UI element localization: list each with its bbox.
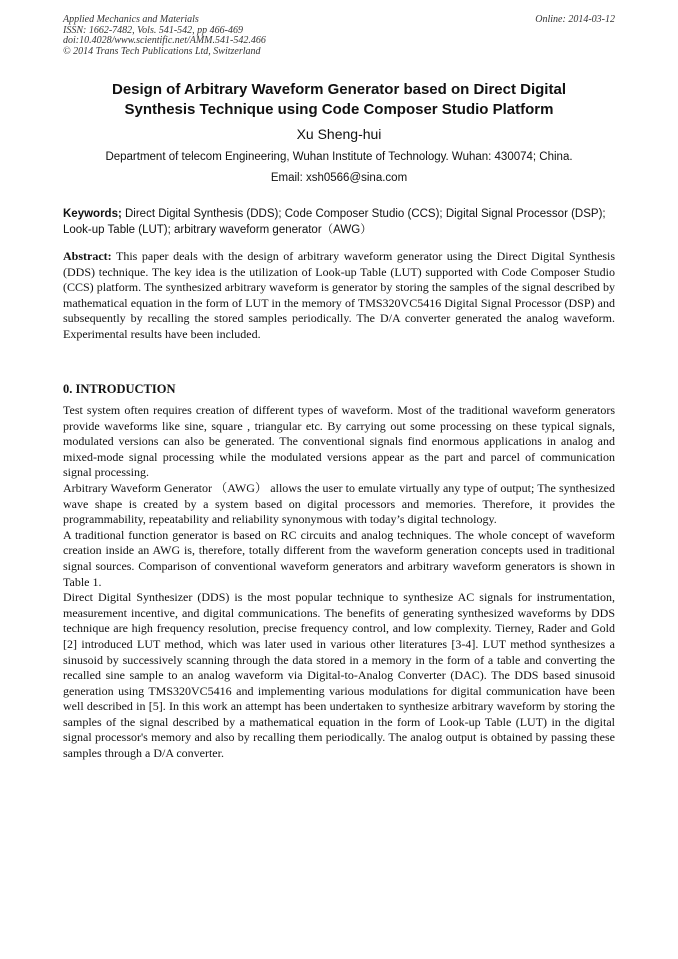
copyright-line: © 2014 Trans Tech Publications Ltd, Switzerland bbox=[63, 45, 261, 57]
paragraph: A traditional function generator is based on RC circuits and analog techniques. The whole concept of waveform creation inside an AWG is, therefore, totally different from the waveform generation concepts used in traditional signal sources. Comparison of conventional waveform generators and arbitrary waveform generators is shown in Table 1. bbox=[63, 527, 615, 589]
journal-name: Applied Mechanics and Materials bbox=[63, 14, 199, 25]
keywords-block bbox=[63, 206, 615, 238]
doi-line: doi:10.4028/www.scientific.net/AMM.541-542.466 bbox=[63, 35, 266, 46]
author-email: Email: xsh0566@sina.com bbox=[270, 172, 408, 184]
paragraph: Test system often requires creation of different types of waveform. Most of the traditional waveform generators provide waveforms like sine, square , triangular etc. By carrying out some processing on these typical signals, modulated versions can also be generated. The conventional signals find enormous applications in analog and mixed-mode signal processing while the modulated versions appear as the part and parcel of communication signal processing. bbox=[63, 403, 615, 480]
paragraph: Direct Digital Synthesizer (DDS) is the most popular technique to synthesize AC signals for instrumentation, measurement incentive, and digital communications. The benefits of generating synthesized waveforms by DDS technique are high frequency resolution, precise frequency control, and low complexity. Tierney, Rader and Gold [2] introduced LUT method, which was later used in various other literatures [3-4]. LUT method synthesizes a sinusoid by successively scanning through the data stored in a memory in the form of a table and converting the recalled sine sample to an analog waveform via Digital-to-Analog Converter (DAC). The DDS based sinusoid generation using TMS320VC5416 and implementing various modulations for digital communication have been well described in [5]. In this work an attempt has been undertaken to synthesize arbitrary waveform by storing the samples of the signal described by a mathematical equation in the form of Look-up Table (LUT) in the digital signal processor's memory and also by recalling them periodically. The analog output is obtained by passing these samples through a D/A converter. bbox=[63, 590, 615, 761]
paragraph: Arbitrary Waveform Generator （AWG） allows the user to emulate virtually any type of output; The synthesized wave shape is created by a system based on digital processors and memories. Therefore, it provides the programmability, repeatability and reliability synonymous with today’s digital technology. bbox=[63, 480, 615, 527]
journal-header bbox=[63, 15, 615, 57]
title-line-1: Design of Arbitrary Waveform Generator based on Direct Digital bbox=[112, 81, 566, 98]
section-heading: 0. INTRODUCTION bbox=[63, 382, 176, 396]
abstract-label: Abstract: bbox=[63, 249, 112, 263]
keywords-label: Keywords; bbox=[63, 208, 122, 220]
abstract-text: This paper deals with the design of arbitrary waveform generator using the Direct Digital Synthesis (DDS) technique. The key idea is the utilization of Look-up Table (LUT) supported with Code Composer Studio (CCS) platform. The synthesized arbitrary waveform is generator by storing the samples of the signal described by mathematical equation in the form of LUT in the memory of TMS320VC5416 Digital Signal Processor (DSP) and subsequently by recalling the stored samples periodically. The D/A converter generated the analog waveform. Experimental results have been included. bbox=[63, 249, 615, 341]
issn-line: ISSN: 1662-7482, Vols. 541-542, pp 466-469 bbox=[63, 24, 243, 36]
author-name: Xu Sheng-hui bbox=[296, 126, 382, 142]
affiliation: Department of telecom Engineering, Wuhan Institute of Technology. Wuhan: 430074; China. bbox=[105, 151, 573, 163]
introduction-body bbox=[63, 403, 615, 762]
title-line-2: Synthesis Technique using Code Composer Studio Platform bbox=[124, 101, 554, 118]
online-date: Online: 2014-03-12 bbox=[535, 14, 615, 25]
paper-title bbox=[40, 80, 638, 120]
abstract-block bbox=[63, 249, 615, 343]
keywords-text: Direct Digital Synthesis (DDS); Code Composer Studio (CCS); Digital Signal Processor (DSP); Look-up Table (LUT); arbitrary waveform generator（AWG） bbox=[63, 208, 606, 236]
